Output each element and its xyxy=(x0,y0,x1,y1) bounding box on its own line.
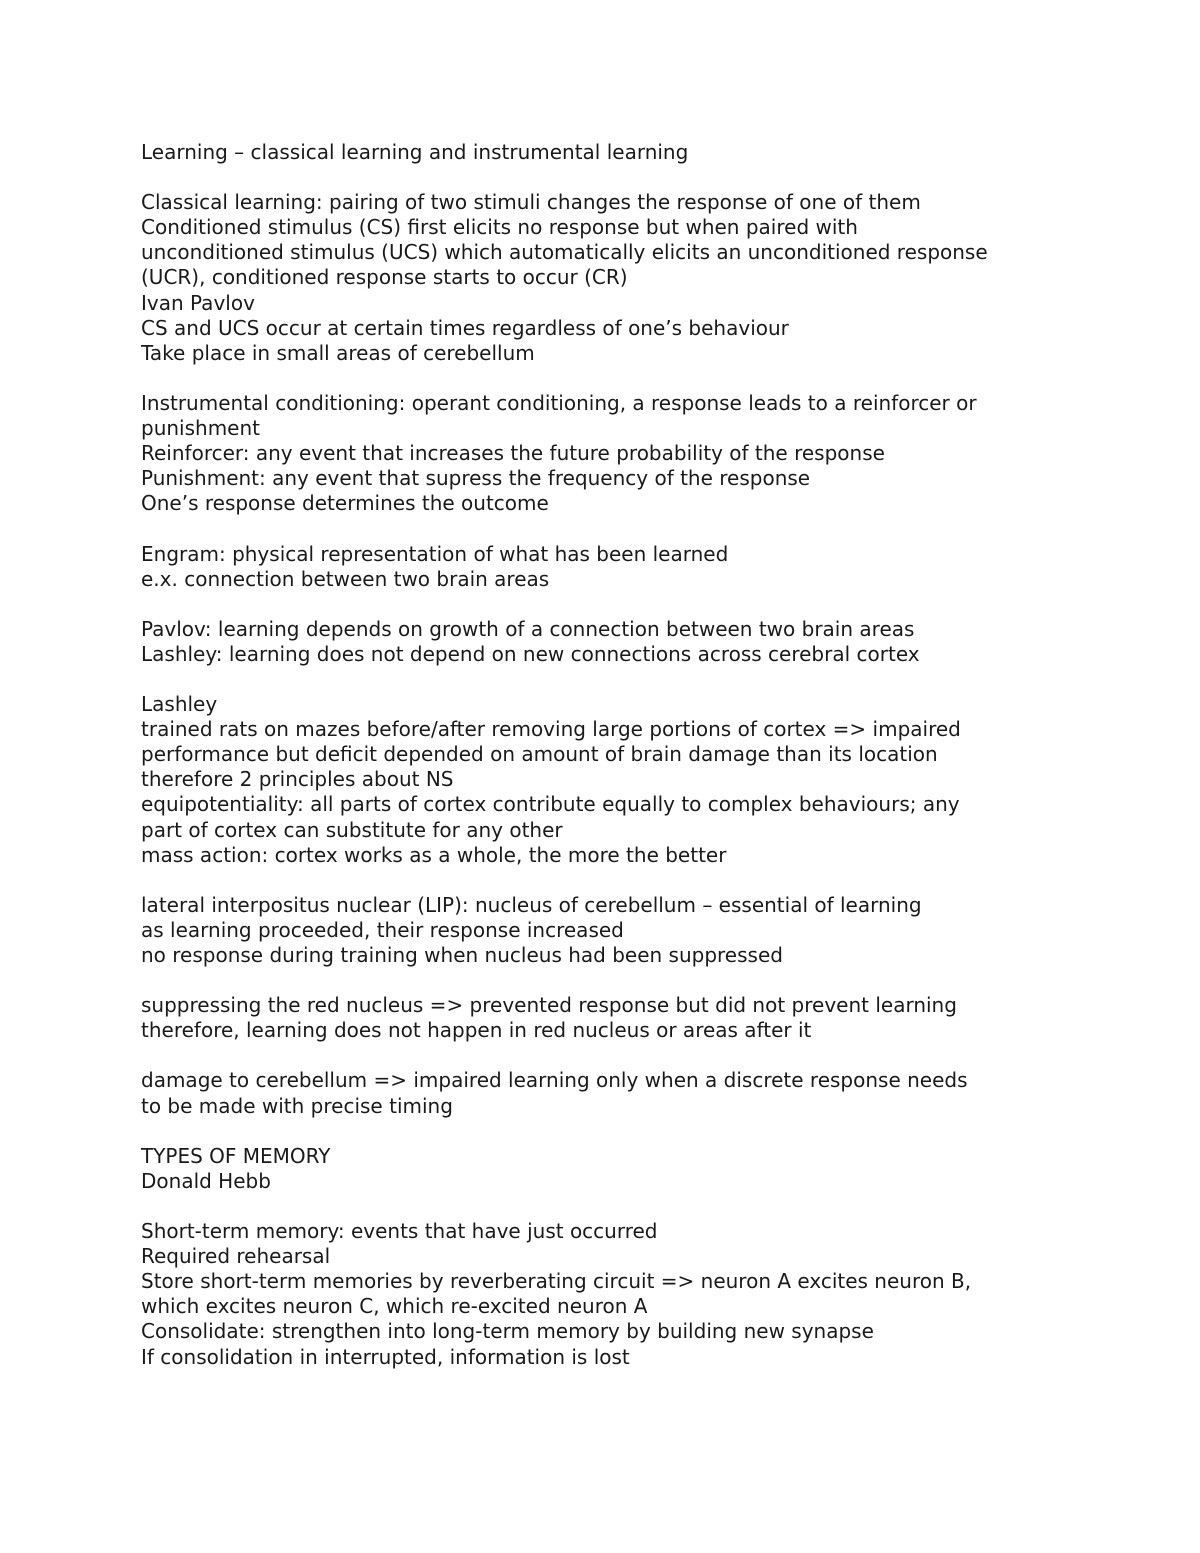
text-line: lateral interpositus nuclear (LIP): nucleus of cerebellum – essential of learning xyxy=(141,892,922,917)
text-line: Pavlov: learning depends on growth of a connection between two brain areas xyxy=(141,616,915,641)
paragraph-classical-learning xyxy=(141,190,1081,366)
text-line: Consolidate: strengthen into long-term memory by building new synapse xyxy=(141,1319,874,1344)
text-line: Classical learning: pairing of two stimuli changes the response of one of them xyxy=(141,190,921,215)
paragraph-lip xyxy=(141,893,1081,968)
text-line: trained rats on mazes before/after removing large portions of cortex => impaired xyxy=(141,717,961,742)
text-line: Learning – classical learning and instrumental learning xyxy=(141,140,689,164)
text-line: Conditioned stimulus (CS) first elicits no response but when paired with xyxy=(141,215,858,240)
text-line: suppressing the red nucleus => prevented response but did not prevent learning xyxy=(141,993,957,1018)
text-line: Ivan Pavlov xyxy=(141,290,255,315)
text-line: as learning proceeded, their response increased xyxy=(141,917,624,942)
paragraph-engram xyxy=(141,542,1081,592)
text-line: Required rehearsal xyxy=(141,1244,331,1269)
text-line: If consolidation in interrupted, information is lost xyxy=(141,1344,630,1369)
text-line: Take place in small areas of cerebellum xyxy=(141,340,535,365)
text-line: Donald Hebb xyxy=(141,1168,271,1193)
text-line: unconditioned stimulus (UCS) which automatically elicits an unconditioned response xyxy=(141,240,988,265)
text-line: performance but deficit depended on amount of brain damage than its location xyxy=(141,742,938,767)
paragraph-types-of-memory xyxy=(141,1144,1081,1194)
text-line: damage to cerebellum => impaired learning only when a discrete response needs xyxy=(141,1068,968,1093)
text-line: therefore, learning does not happen in red nucleus or areas after it xyxy=(141,1018,812,1043)
text-line: mass action: cortex works as a whole, the more the better xyxy=(141,842,727,867)
text-line: Lashley: learning does not depend on new connections across cerebral cortex xyxy=(141,641,920,666)
text-line: Engram: physical representation of what has been learned xyxy=(141,541,729,566)
document-page xyxy=(141,140,1081,1395)
text-line: Instrumental conditioning: operant conditioning, a response leads to a reinforcer or xyxy=(141,390,977,415)
text-line: which excites neuron C, which re-excited neuron A xyxy=(141,1294,648,1319)
text-line: equipotentiality: all parts of cortex contribute equally to complex behaviours; any xyxy=(141,792,960,817)
text-line: One’s response determines the outcome xyxy=(141,491,549,516)
text-line: CS and UCS occur at certain times regardless of one’s behaviour xyxy=(141,315,789,340)
text-line: Store short-term memories by reverberating circuit => neuron A excites neuron B, xyxy=(141,1269,972,1294)
paragraph-title xyxy=(141,140,1081,165)
text-line: Punishment: any event that supress the frequency of the response xyxy=(141,466,811,491)
text-line: no response during training when nucleus had been suppressed xyxy=(141,943,783,967)
text-line: part of cortex can substitute for any other xyxy=(141,817,563,842)
text-line: TYPES OF MEMORY xyxy=(141,1143,331,1168)
paragraph-red-nucleus xyxy=(141,993,1081,1043)
text-line: Lashley xyxy=(141,692,218,717)
paragraph-pavlov-lashley xyxy=(141,617,1081,667)
text-line: to be made with precise timing xyxy=(141,1093,453,1118)
text-line: punishment xyxy=(141,416,261,441)
text-line: Reinforcer: any event that increases the future probability of the response xyxy=(141,441,885,466)
text-line: Short-term memory: events that have just occurred xyxy=(141,1219,658,1244)
paragraph-lashley xyxy=(141,692,1081,868)
text-line: (UCR), conditioned response starts to occur (CR) xyxy=(141,265,628,290)
paragraph-instrumental-conditioning xyxy=(141,391,1081,516)
paragraph-short-term-memory xyxy=(141,1219,1081,1370)
paragraph-cerebellum-damage xyxy=(141,1068,1081,1118)
text-line: therefore 2 principles about NS xyxy=(141,767,454,792)
text-line: e.x. connection between two brain areas xyxy=(141,566,550,591)
